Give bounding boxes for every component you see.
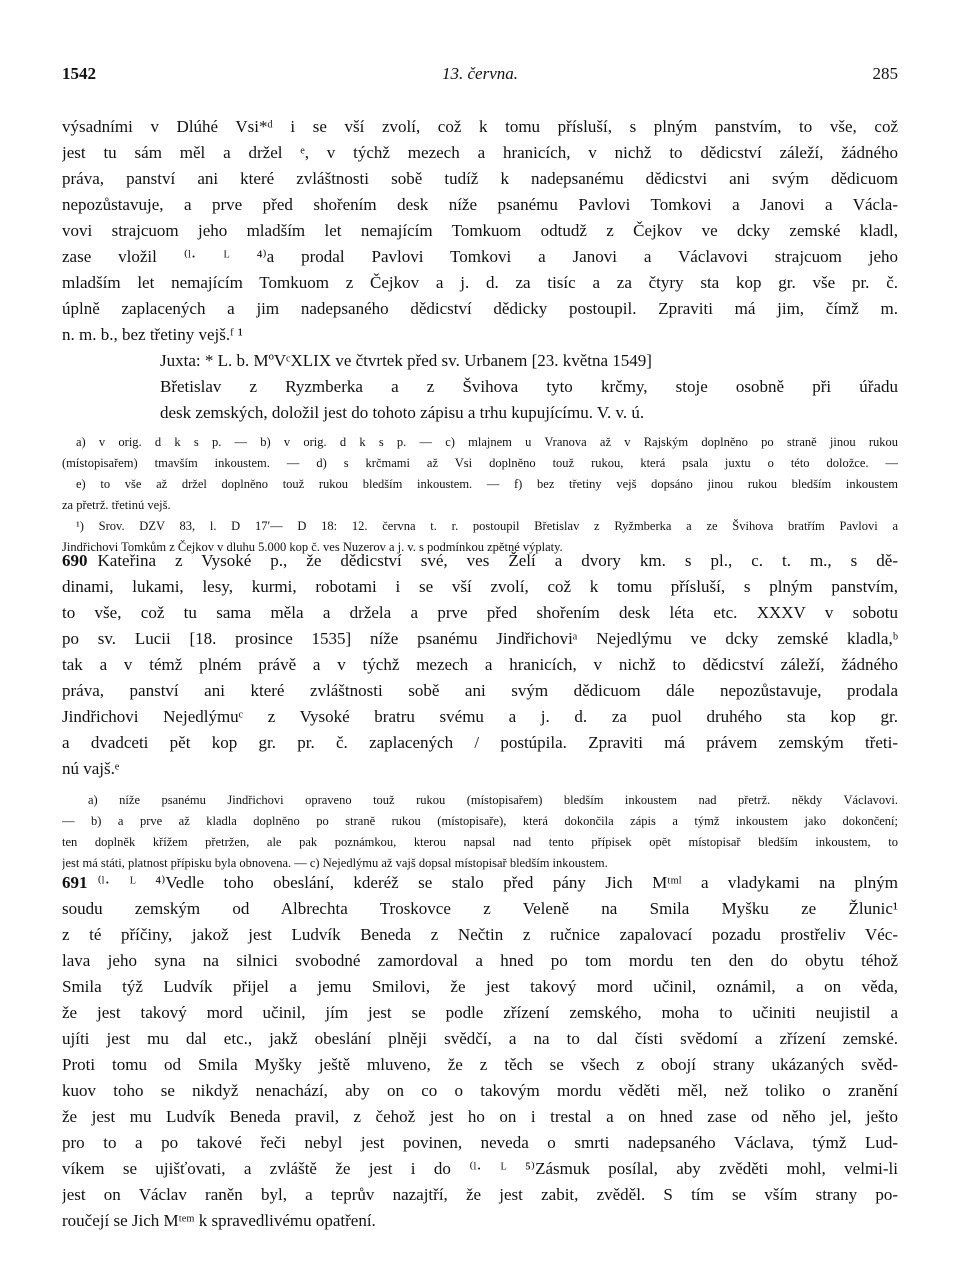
running-title: 13. června.: [441, 64, 518, 83]
text-line: kuov toho se nikdyž nenachází, aby on co o takovým mordu věděti měl, než toliko o zranění: [62, 1081, 898, 1100]
footnote-line: (místopisařem) tmavším inkoustem. — d) s krčmami až Vsi doplněno touž rukou, která psala juxtu o této doložce. —: [62, 456, 898, 470]
text-line: z té příčiny, jakož jest Ludvík Beneda z Nečtin z ručnice zapalovací pozadu prostřeliv Véc-: [62, 925, 898, 944]
text-line: že jest takový mord učinil, jím jest se podle zřízení zemského, moha to učiniti neujistil a: [62, 1003, 898, 1022]
footnotes-block: [62, 432, 898, 558]
footnote-line: Jindřichovi Tomkům z Čejkov v dluhu 5.000 kop č. ves Nuzerov a j. v. s podmínkou zpětné výplaty.: [62, 540, 563, 554]
text-line: po sv. Lucii [18. prosince 1535] níže psanému Jindřichoviᵃ Nejedlýmu ve dcky zemské kladla,ᵇ: [62, 629, 898, 648]
entry-690: [62, 548, 898, 782]
footnote-line: — b) a prve až kladla doplněno po straně rukou (místopisaře), která dokončila zápis a týmž inkoustem jako dokončení;: [62, 814, 898, 828]
text-line: to vše, což tu sama měla a držela a prve před shořením desk léta etc. XXXV v sobotu: [62, 603, 898, 622]
text-line: úplně zaplacených a jim nadepsaného dědicství dědicky postoupil. Zpraviti má jim, čímž m.: [62, 299, 898, 318]
entry-number: 691: [62, 873, 88, 892]
entry-691: [62, 870, 898, 1234]
footnote-line: za přetrž. třetinú vejš.: [62, 498, 171, 512]
text-line: [62, 870, 898, 896]
page-number-left: 1542: [62, 64, 96, 83]
entry-first-line: Kateřina z Vysoké p., že dědicství své, ves Želí a dvory km. s pl., c. t. m., s dě-: [97, 551, 898, 570]
text-line: Proti tomu od Smila Myšky ještě mluveno, že z těch se všech z obojí strany ukázaných svěd-: [62, 1055, 898, 1074]
text-line: práva, panství ani které zvláštnosti sobě ani svým dědicuom dále nepozůstavuje, prodala: [62, 681, 898, 700]
text-line: lava jeho syna na silnici svobodné zamordoval a hned po tom mordu ten den do obytu téhož: [62, 951, 898, 970]
page-number-right: 285: [872, 64, 898, 83]
entry-first-line: ⁽ˡ· ᴸ ⁴⁾Vedle toho obeslání, kderéž se stalo před pány Jich Mᵗᵐˡ a vladykami na plným: [97, 873, 898, 892]
text-line: zase vložil ⁽ˡ· ᴸ ⁴⁾a prodal Pavlovi Tomkovi a Janovi a Václavovi strajcuom jeho: [62, 247, 898, 266]
text-line: jest tu sám měl a držel ᵉ, v týchž mezech a hranicích, v nichž to dědicství záleží, žádného: [62, 143, 898, 162]
text-line: nú vajš.ᵉ: [62, 759, 120, 778]
text-line: ujíti jest mu dal etc., jakž obeslání plněji svědčí, a na to dal čísti svědomí a zřízení zemské.: [62, 1029, 898, 1048]
footnotes-690: [62, 790, 898, 874]
text-line: Smila týž Ludvík přijel a jemu Smilovi, že jest takový mord učinil, oznámil, a on věda,: [62, 977, 898, 996]
text-line: práva, panství ani které zvláštnosti sobě tudíž k nadepsanému dědicstvi ani svým dědicuom: [62, 169, 898, 188]
text-line: a dvadceti pět kop gr. pr. č. zaplacených / postúpila. Zpraviti má právem zemským třeti-: [62, 733, 898, 752]
text-line: dinami, lukami, lesy, kurmi, robotami i se vší zvolí, což k tomu přísluší, s plným panstvím,: [62, 577, 898, 596]
text-line: vovi strajcuom jeho mladším let nemajícím Tomkuom odtudž z Čejkov ve dcky zemské kladl,: [62, 221, 898, 240]
text-line: jest on Václav raněn byl, a teprův nazajtří, že jest zabit, zvěděl. S tím se vším strany po-: [62, 1185, 898, 1204]
annotation-line: desk zemských, doložil jest do tohoto zápisu a trhu kupujícímu. V. v. ú.: [160, 403, 645, 422]
text-line: tak a v témž plném právě a v týchž mezech a hranicích, v nichž to dědicství záleží, žádného: [62, 655, 898, 674]
text-line: soudu zemským od Albrechta Troskovce z Veleně na Smila Myšku ze Žlunic¹: [62, 899, 898, 918]
running-head: [62, 64, 898, 88]
text-line: pro to a po takové řeči nebyl jest povinen, neveda o smrti nadepsaného Václava, týmž Lud-: [62, 1133, 898, 1152]
text-line: víkem se ujišťovati, a zvláště že jest i do ⁽ˡ· ᴸ ⁵⁾Zásmuk posílal, aby zvěděti mohl, velmi-li: [62, 1159, 898, 1178]
text-line: n. m. b., bez třetiny vejš.ᶠ ¹: [62, 325, 243, 344]
entry-continuation: [62, 114, 898, 426]
footnote-line: ten doplněk křížem přetržen, ale pak poznámkou, kterou napsal nad tento přípisek opět místopisař bledším inkoustem, to: [62, 835, 898, 849]
annotation-line: Břetislav z Ryzmberka a z Švihova tyto krčmy, stoje osobně při úřadu: [160, 377, 898, 396]
footnote-line: jest má státi, platnost přípisku byla obnovena. — c) Nejedlýmu až vajš dopsal místopisař bledším inkoustem.: [62, 856, 608, 870]
text-line: že jest mu Ludvík Beneda pravil, z čehož jest ho on i trestal a on hned zase od něho jel, ješto: [62, 1107, 898, 1126]
text-line: výsadními v Dlúhé Vsi*ᵈ i se vší zvolí, což k tomu přísluší, s plným panstvím, to vše, což: [62, 117, 898, 136]
juxta-line: Juxta: * L. b. MºVᶜXLIX ve čtvrtek před sv. Urbanem [23. května 1549]: [160, 351, 652, 370]
footnote-line: e) to vše až držel doplněno touž rukou bledším inkoustem. — f) bez třetiny vejš dopsáno jinou rukou bledším inkoustem: [76, 477, 898, 491]
entry-number: 690: [62, 551, 88, 570]
footnote-line: a) níže psanému Jindřichovi opraveno touž rukou (místopisařem) bledším inkoustem nad přetrž. někdy Václavovi.: [88, 793, 898, 807]
text-line: Jindřichovi Nejedlýmuᶜ z Vysoké bratru svému a j. d. za puol druhého sta kop gr.: [62, 707, 898, 726]
text-line: nepozůstavuje, a prve před shořením desk níže psanému Pavlovi Tomkovi a Janovi a Václa-: [62, 195, 898, 214]
text-line: mladším let nemajícím Tomkuom z Čejkov a j. d. za tisíc a za čtyry sta kop gr. vše pr. č.: [62, 273, 898, 292]
footnote-line: ¹) Srov. DZV 83, l. D 17′— D 18: 12. června t. r. postoupil Břetislav z Ryžmberka a ze Švihova bratřím Pavlovi a: [76, 519, 898, 533]
text-line: [62, 548, 898, 574]
footnote-line: a) v orig. d k s p. — b) v orig. d k s p. — c) mlajnem u Vranova až v Rajským doplněno po straně jinou rukou: [76, 435, 898, 449]
text-line: roučejí se Jich Mᵗᵉᵐ k spravedlivému opatření.: [62, 1211, 376, 1230]
